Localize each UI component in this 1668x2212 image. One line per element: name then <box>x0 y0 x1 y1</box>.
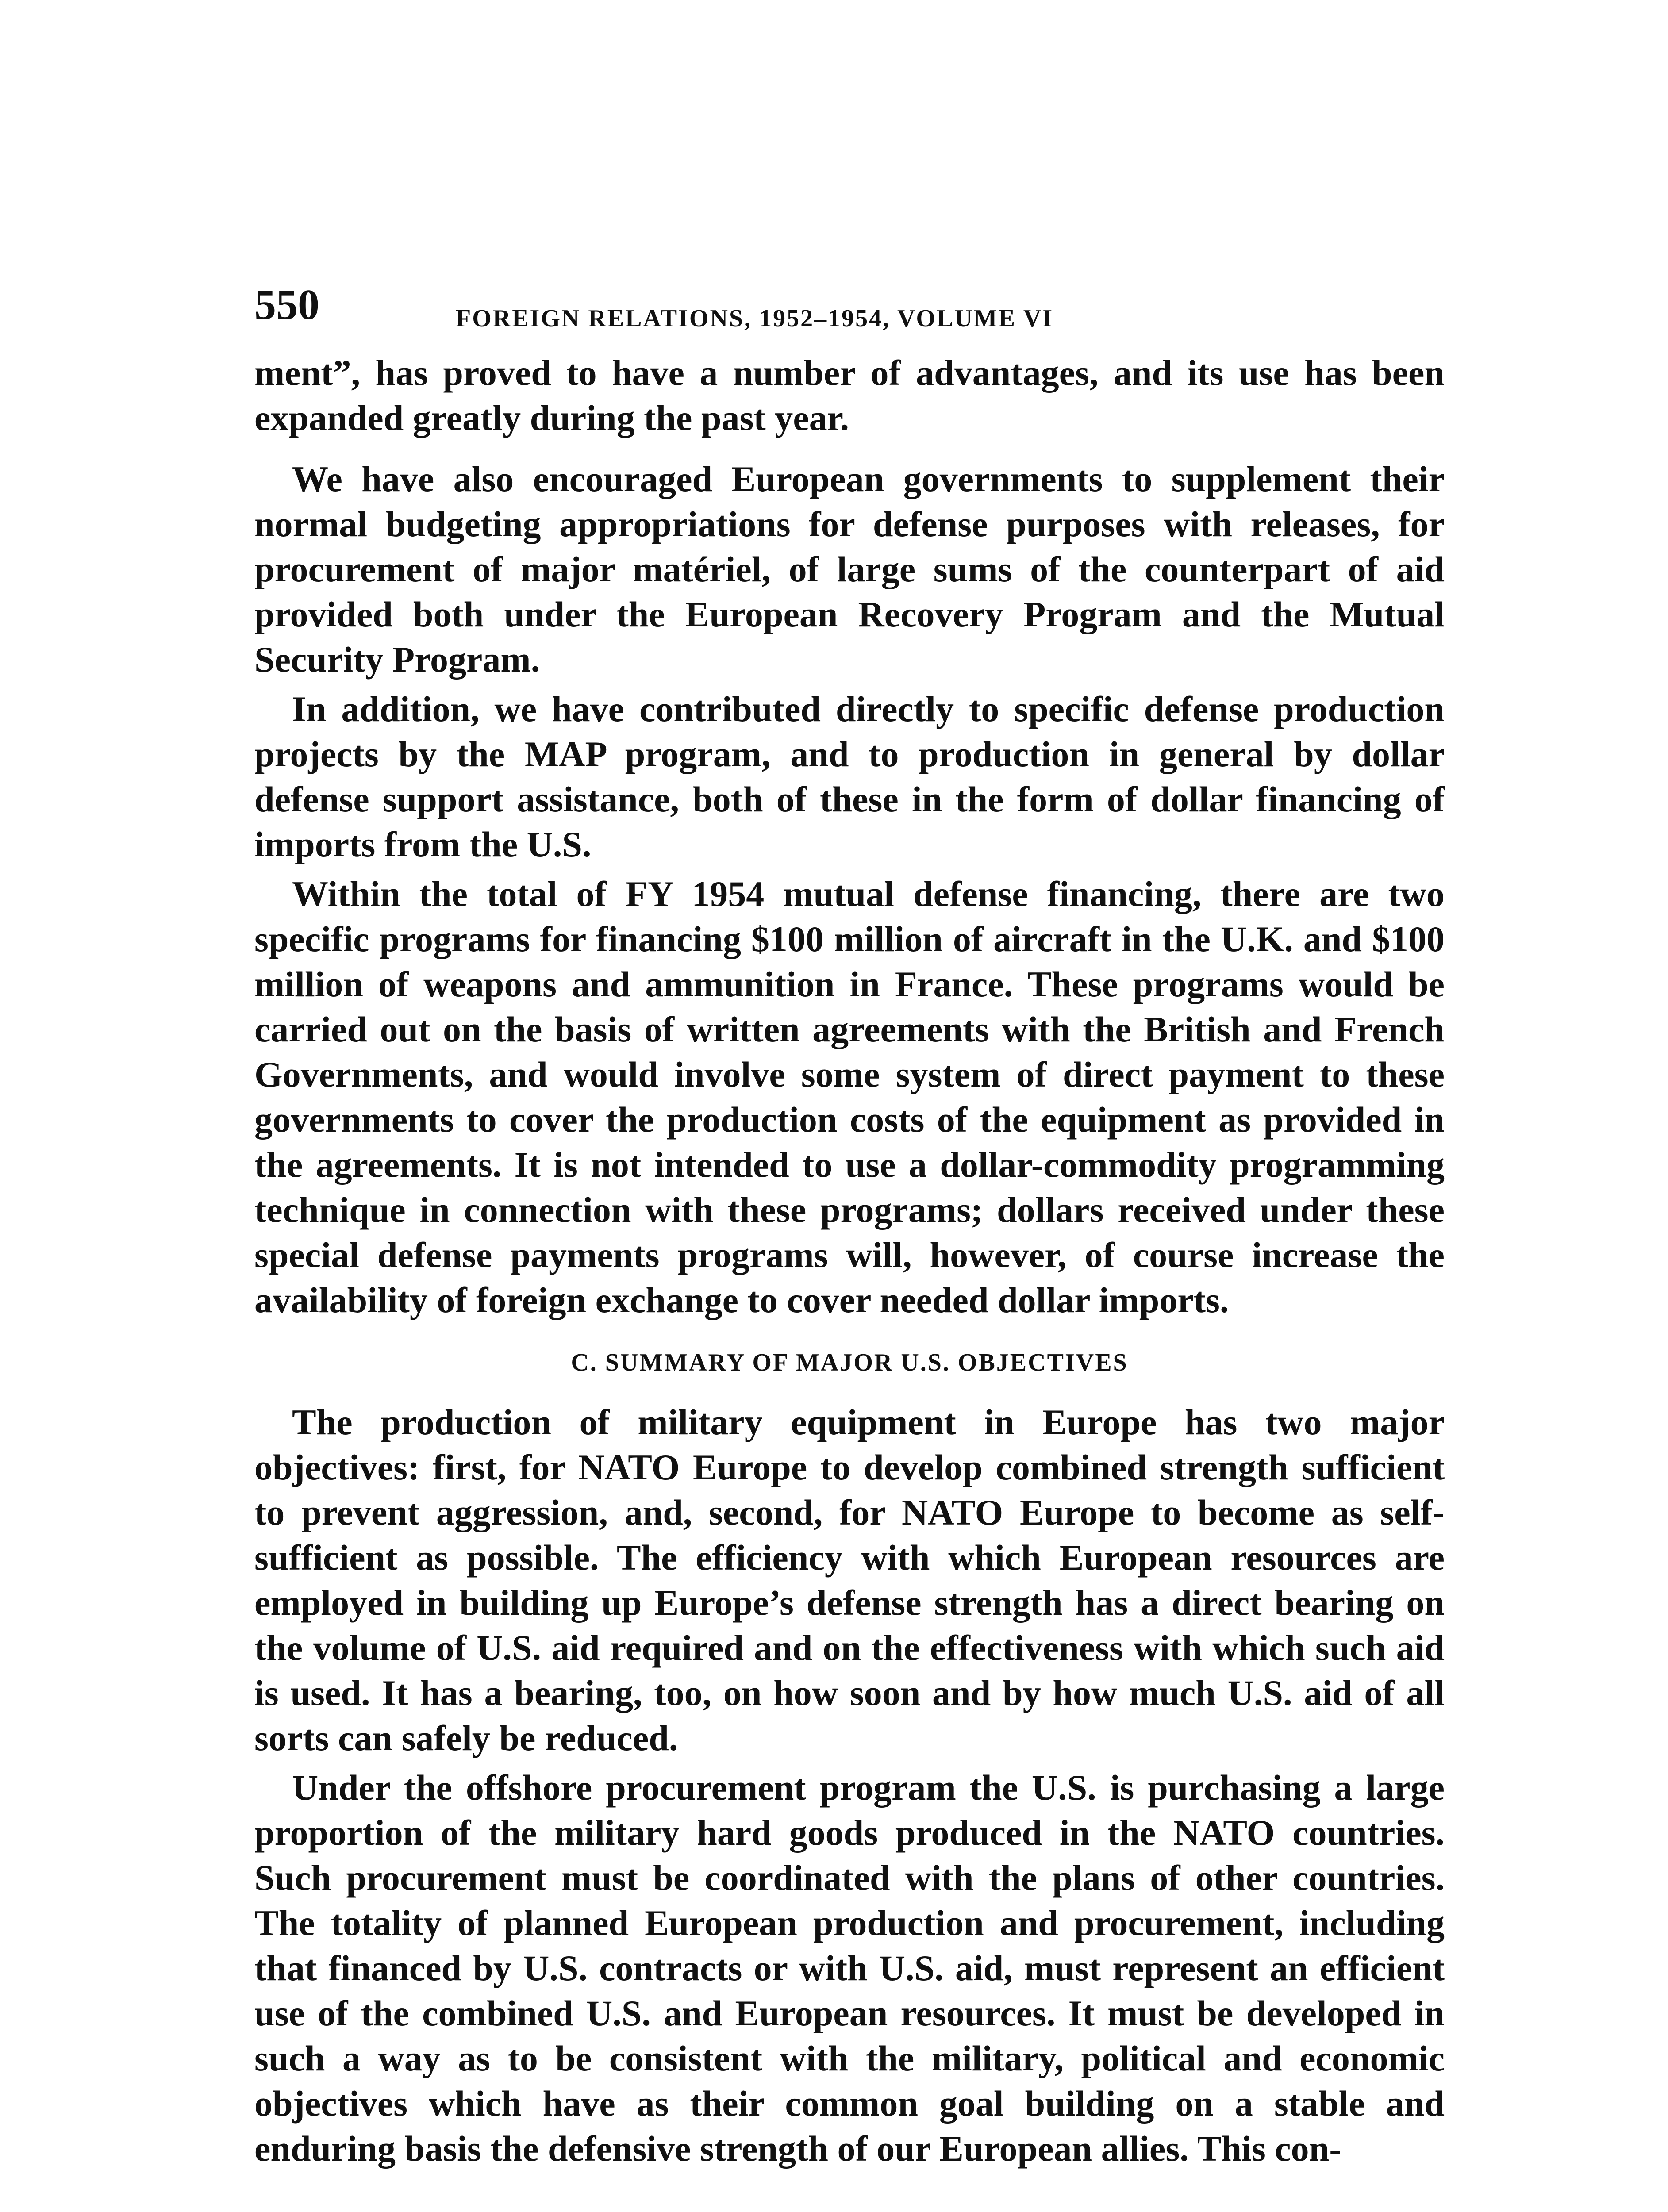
paragraph-fy1954-financing: Within the total of FY 1954 mutual defense financing, there are two specific programs for financing $100 million of aircraft in the U.K. and $100 million of weapons and ammunition in France. These programs would be carried out on the basis of written agreements with the British and French Governments, and would involve some system of direct payment to these governments to cover the production costs of the equipment as provided in the agreements. It is not intended to use a dollar-commodity programming technique in connection with these programs; dollars received under these special defense payments programs will, however, of course increase the availability of foreign exchange to cover needed dollar imports. <box>254 874 1445 1320</box>
paragraph-production-objectives: The production of military equipment in Europe has two major objectives: first, for NATO Europe to develop combined strength sufficient to prevent aggression, and, second, for NATO Europe to become as self-sufficient as possible. The efficiency with which European resources are employed in building up Europe’s defense strength has a direct bearing on the volume of U.S. aid required and on the effectiveness with which such aid is used. It has a bearing, too, on how soon and by how much U.S. aid of all sorts can safely be reduced. <box>254 1402 1445 1758</box>
paragraph-continuation: ment”, has proved to have a number of advantages, and its use has been expanded greatly during the past year. <box>254 353 1445 438</box>
paragraph-map-program: In addition, we have contributed directly to specific defense production projects by the MAP program, and to production in general by dollar defense support assistance, both of these in the form of dollar financing of imports from the U.S. <box>254 689 1445 864</box>
document-page <box>254 283 1445 2171</box>
paragraph-offshore-procurement: Under the offshore procurement program the U.S. is purchasing a large proportion of the military hard goods produced in the NATO countries. Such procurement must be coordinated with the plans of other countries. The totality of planned European production and procurement, including that financed by U.S. contracts or with U.S. aid, must represent an efficient use of the combined U.S. and European resources. It must be developed in such a way as to be consistent with the military, political and economic objectives which have as their common goal building on a stable and enduring basis the defensive strength of our European allies. This con- <box>254 1767 1445 2169</box>
running-head-title: FOREIGN RELATIONS, 1952–1954, VOLUME VI <box>456 305 1054 332</box>
running-head <box>254 283 1445 341</box>
paragraph-counterpart-funds: We have also encouraged European governments to supplement their normal budgeting appropriations for defense purposes with releases, for procurement of major matériel, of large sums of the counterpart of aid provided both under the European Recovery Program and the Mutual Security Program. <box>254 459 1445 680</box>
page-number: 550 <box>254 281 319 329</box>
section-heading: C. SUMMARY OF MAJOR U.S. OBJECTIVES <box>571 1349 1128 1376</box>
